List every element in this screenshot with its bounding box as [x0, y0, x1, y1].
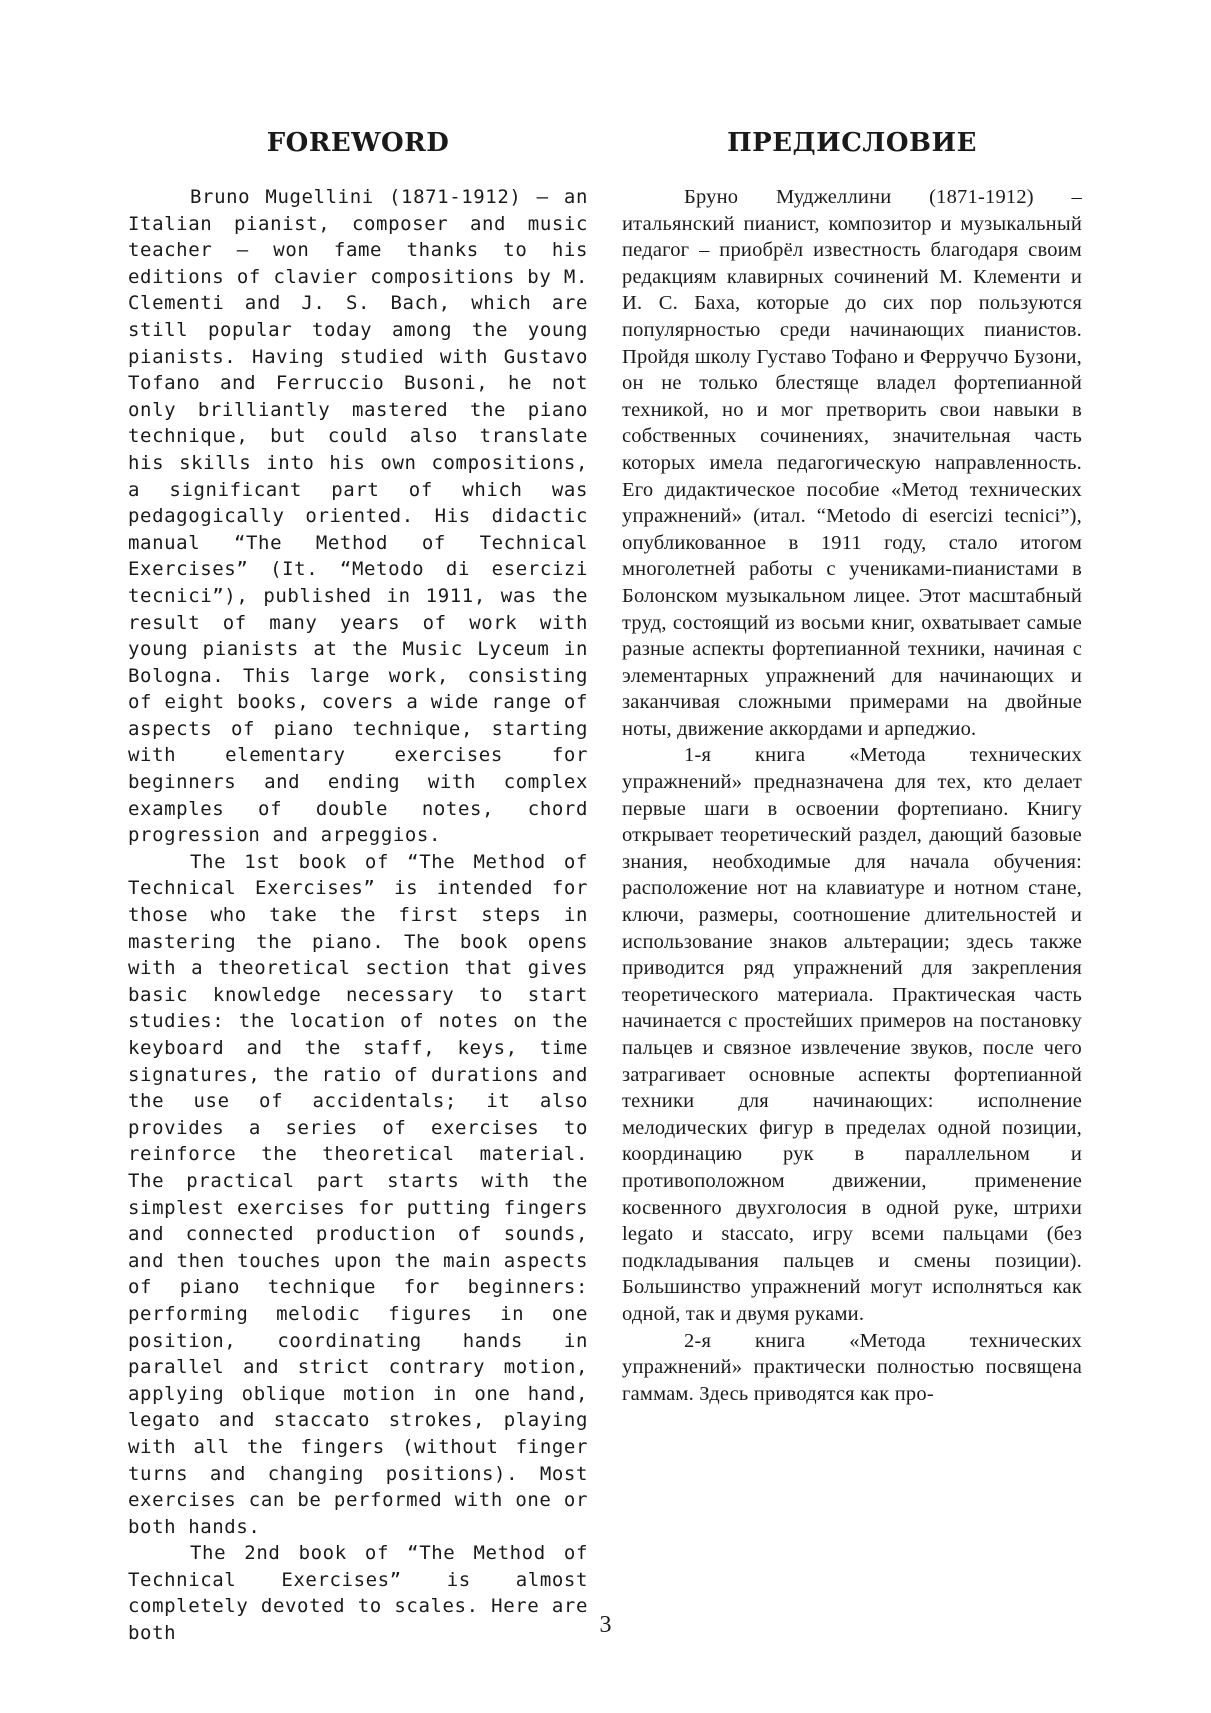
- english-heading: FOREWORD: [266, 128, 450, 158]
- english-paragraph: The 2nd book of “The Method of Technical Exercises” is almost completely devoted to scales. Here are both: [128, 1542, 588, 1645]
- russian-paragraph: 1-я книга «Метода технических упражнений» предназначена для тех, кто делает первые шаги в освоении фортепиано. Книгу открывает теоретический раздел, дающий базовые знания, необходимые для начала обучения: расположение нот на клавиатуре и нотном стане, ключи, размеры, соотношение длительностей и использование знаков альтерации; здесь также приводится ряд упражнений для закрепления теоретического материала. Практическая часть начинается с простейших примеров на постановку пальцев и связное извлечение звуков, после чего затрагивает основные аспекты фортепианной техники для начинающих: исполнение мелодических фигур в пределах одной позиции, координацию рук в параллельном и противоположном движении, применение косвенного двухголосия в одной руке, штрихи legato и staccato, игру всеми пальцами (без подкладывания пальцев и смены позиции). Большинство упражнений могут исполняться как одной, так и двумя руками.: [622, 744, 1082, 1325]
- english-paragraph: The 1st book of “The Method of Technical Exercises” is intended for those who take the first steps in mastering the piano. The book opens with a theoretical section that gives basic knowledge necessary to start studies: the location of notes on the keyboard and the staff, keys, time signatures, the ratio of durations and the use of accidentals; it also provides a series of exercises to reinforce the theoretical material. The practical part starts with the simplest exercises for putting fingers and connected production of sounds, and then touches upon the main aspects of piano technique for beginners: performing melodic figures in one position, coordinating hands in parallel and strict contrary motion, applying oblique motion in one hand, legato and staccato strokes, playing with all the fingers (without finger turns and changing positions). Most exercises can be performed with one or both hands.: [128, 850, 588, 1538]
- russian-paragraph: Бруно Муджеллини (1871-1912) – итальянский пианист, композитор и музыкальный педагог – приобрёл известность благодаря своим редакциям клавирных сочинений М. Клементи и И. С. Баха, которые до сих пор пользуются популярностью среди начинающих пианистов. Пройдя школу Густаво Тофано и Ферруччо Бузони, он не только блестяще владел фортепианной техникой, но и мог претворить свои навыки в собственных сочинениях, значительная часть которых имела педагогическую направленность. Его дидактическое пособие «Метод технических упражнений» (итал. “Metodo di esercizi tecnici”), опубликованное в 1911 году, стало итогом многолетней работы с учениками-пианистами в Болонском музыкальном лицее. Этот масштабный труд, состоящий из восьми книг, охватывает самые разные аспекты фортепианной техники, начиная с элементарных упражнений для начинающих и заканчивая сложными примерами на двойные ноты, движение аккордами и арпеджио.: [622, 186, 1082, 740]
- english-column: [128, 128, 588, 1647]
- english-paragraph: Bruno Mugellini (1871-1912) – an Italian pianist, composer and music teacher – won fame thanks to his editions of clavier compositions by M. Clementi and J. S. Bach, which are still popular today among the young pianists. Having studied with Gustavo Tofano and Ferruccio Busoni, he not only brilliantly mastered the piano technique, but could also translate his skills into his own compositions, a significant part of which was pedagogically oriented. His didactic manual “The Method of Technical Exercises” (It. “Metodo di esercizi tecnici”), published in 1911, was the result of many years of work with young pianists at the Music Lyceum in Bologna. This large work, consisting of eight books, covers a wide range of aspects of piano technique, starting with elementary exercises for beginners and ending with complex examples of double notes, chord progression and arpeggios.: [128, 186, 588, 847]
- page-number: 3: [599, 1612, 612, 1638]
- russian-heading: ПРЕДИСЛОВИЕ: [727, 128, 977, 158]
- russian-paragraph: 2-я книга «Метода технических упражнений» практически полностью посвящена гаммам. Здесь приводятся как про-: [622, 1329, 1082, 1405]
- russian-column: [622, 128, 1082, 1407]
